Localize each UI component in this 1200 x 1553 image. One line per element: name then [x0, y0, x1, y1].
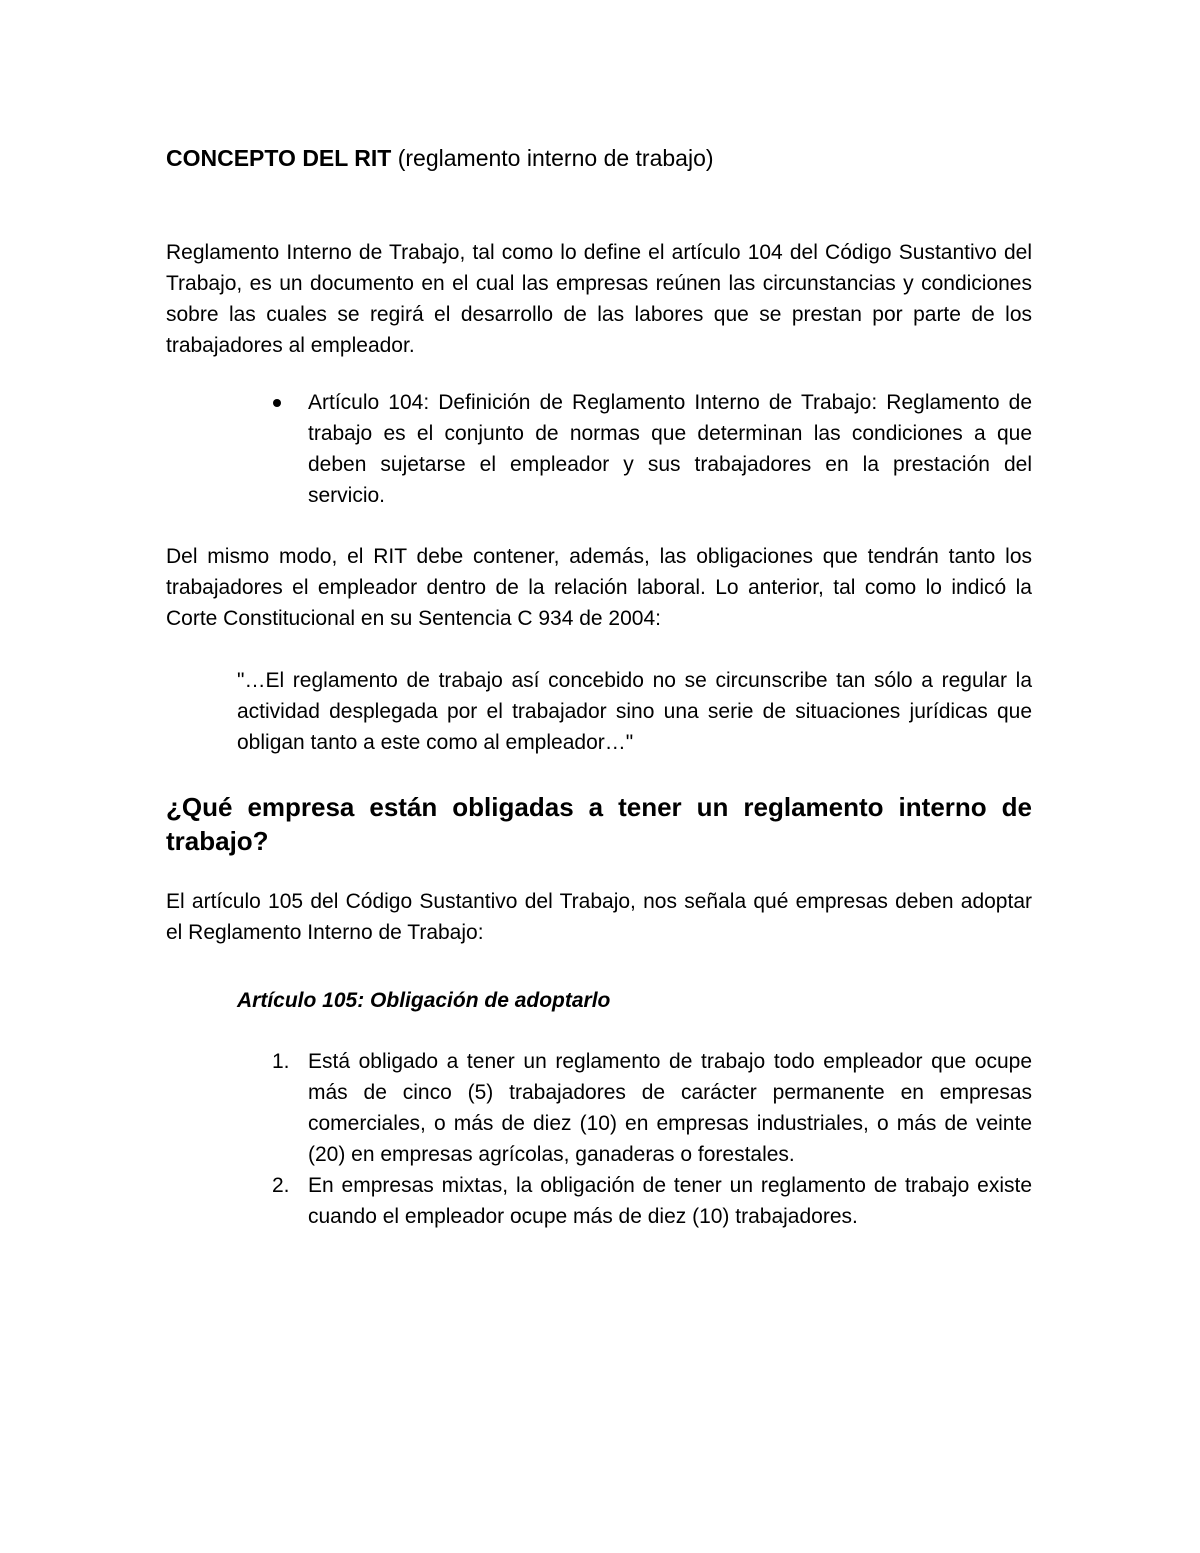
title-bold: CONCEPTO DEL RIT	[166, 145, 392, 171]
bullet-item	[166, 387, 1032, 511]
article105-subheading: Artículo 105: Obligación de adoptarlo	[237, 989, 611, 1012]
item-text: En empresas mixtas, la obligación de tener un reglamento de trabajo existe cuando el empleador ocupe más de diez (10) trabajadores.	[308, 1174, 1032, 1228]
item-number: 2.	[272, 1174, 290, 1197]
bullet-text: Artículo 104: Definición de Reglamento Interno de Trabajo: Reglamento de trabajo es el conjunto de normas que determinan las condiciones a que deben sujetarse el empleador y sus trabajadores en la prestación del servicio.	[308, 391, 1032, 507]
bullet-list	[166, 387, 1032, 511]
intro-paragraph: Reglamento Interno de Trabajo, tal como lo define el artículo 104 del Código Sustantivo del Trabajo, es un documento en el cual las empresas reúnen las circunstancias y condiciones sobre las cuales se regirá el desarrollo de las labores que se prestan por parte de los trabajadores al empleador.	[166, 241, 1032, 357]
numbered-item	[166, 1170, 1032, 1232]
section-heading: ¿Qué empresa están obligadas a tener un reglamento interno de trabajo?	[166, 792, 1032, 856]
item-text: Está obligado a tener un reglamento de trabajo todo empleador que ocupe más de cinco (5) trabajadores de carácter permanente en empresas comerciales, o más de diez (10) en empresas industriales, o más de veinte (20) en empresas agrícolas, ganaderas o forestales.	[308, 1050, 1032, 1166]
document-title	[166, 138, 1032, 178]
document-page	[166, 138, 1032, 1232]
numbered-list	[166, 1046, 1032, 1232]
numbered-item	[166, 1046, 1032, 1170]
quote-block: "…El reglamento de trabajo así concebido no se circunscribe tan sólo a regular la actividad desplegada por el trabajador sino una serie de situaciones jurídicas que obligan tanto a este como al empleador…"	[237, 669, 1032, 754]
second-paragraph: Del mismo modo, el RIT debe contener, además, las obligaciones que tendrán tanto los trabajadores el empleador dentro de la relación laboral. Lo anterior, tal como lo indicó la Corte Constitucional en su Sentencia C 934 de 2004:	[166, 545, 1032, 630]
title-subtitle: (reglamento interno de trabajo)	[397, 145, 714, 171]
bullet-icon	[273, 399, 281, 407]
item-number: 1.	[272, 1050, 290, 1073]
article105-paragraph: El artículo 105 del Código Sustantivo del Trabajo, nos señala qué empresas deben adoptar el Reglamento Interno de Trabajo:	[166, 890, 1032, 944]
